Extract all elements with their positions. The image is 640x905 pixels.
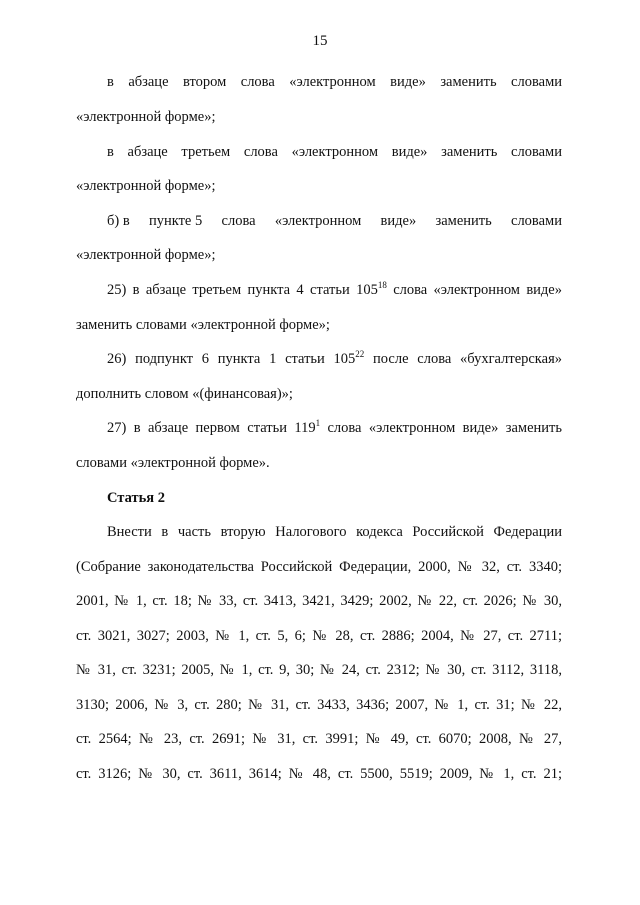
item-27-superscript: 1 bbox=[315, 418, 321, 428]
article-body-line-1: Внести в часть вторую Налогового кодекса Российской Федерации bbox=[107, 524, 562, 540]
article-body-line-2: (Собрание законодательства Российской Федерации, 2000, № 32, ст. 3340; bbox=[76, 559, 562, 575]
amendment-item-b-line-1 bbox=[107, 212, 562, 230]
item-25-text-before: 25) в абзаце третьем пункта 4 статьи 105 bbox=[107, 282, 378, 298]
article-body-line-4: ст. 3021, 3027; 2003, № 1, ст. 5, 6; № 28, ст. 2886; 2004, № 27, ст. 2711; bbox=[76, 628, 562, 644]
item-b-word-2: «электронном bbox=[274, 213, 362, 229]
item-26-superscript: 22 bbox=[355, 349, 365, 359]
item-27-text-after: слова «электронном виде» заменить bbox=[320, 420, 562, 436]
amendment-item-25-line-1 bbox=[107, 281, 562, 299]
amendment-item-26-line-2: дополнить словом «(финансовая)»; bbox=[76, 386, 293, 402]
item-b-word-3: виде» bbox=[380, 213, 417, 229]
item-b-word-5: словами bbox=[511, 213, 562, 229]
amendment-item-27-line-1 bbox=[107, 419, 562, 437]
item-26-text-after: после слова «бухгалтерская» bbox=[364, 351, 562, 367]
amendment-item-25-line-2: заменить словами «электронной форме»; bbox=[76, 317, 330, 333]
item-27-text-before: 27) в абзаце первом статьи 119 bbox=[107, 420, 316, 436]
item-25-superscript: 18 bbox=[377, 280, 387, 290]
article-body-line-5: № 31, ст. 3231; 2005, № 1, ст. 9, 30; № 24, ст. 2312; № 30, ст. 3112, 3118, bbox=[76, 662, 562, 678]
amendment-paragraph-3-line-1: в абзаце третьем слова «электронном виде» заменить словами bbox=[107, 144, 562, 160]
amendment-item-b-line-2: «электронной форме»; bbox=[76, 247, 216, 263]
item-b-punkt: пункте 5 bbox=[148, 213, 203, 229]
article-heading: Статья 2 bbox=[107, 490, 165, 506]
page-number: 15 bbox=[312, 33, 328, 49]
item-b-word-1: слова bbox=[221, 213, 256, 229]
item-b-prefix: б) в bbox=[107, 213, 130, 229]
amendment-paragraph-2-line-1: в абзаце втором слова «электронном виде» заменить словами bbox=[107, 74, 562, 90]
article-body-line-6: 3130; 2006, № 3, ст. 280; № 31, ст. 3433, 3436; 2007, № 1, ст. 31; № 22, bbox=[76, 697, 562, 713]
article-body-line-8: ст. 3126; № 30, ст. 3611, 3614; № 48, ст. 5500, 5519; 2009, № 1, ст. 21; bbox=[76, 766, 562, 782]
item-b-word-4: заменить bbox=[435, 213, 492, 229]
amendment-paragraph-2-line-2: «электронной форме»; bbox=[76, 109, 216, 125]
amendment-item-26-line-1 bbox=[107, 350, 562, 368]
article-body-line-3: 2001, № 1, ст. 18; № 33, ст. 3413, 3421, 3429; 2002, № 22, ст. 2026; № 30, bbox=[76, 593, 562, 609]
item-26-text-before: 26) подпункт 6 пункта 1 статьи 105 bbox=[107, 351, 356, 367]
article-body-line-7: ст. 2564; № 23, ст. 2691; № 31, ст. 3991; № 49, ст. 6070; 2008, № 27, bbox=[76, 731, 562, 747]
amendment-item-27-line-2: словами «электронной форме». bbox=[76, 455, 270, 471]
item-25-text-after: слова «электронном виде» bbox=[386, 282, 562, 298]
amendment-paragraph-3-line-2: «электронной форме»; bbox=[76, 178, 216, 194]
